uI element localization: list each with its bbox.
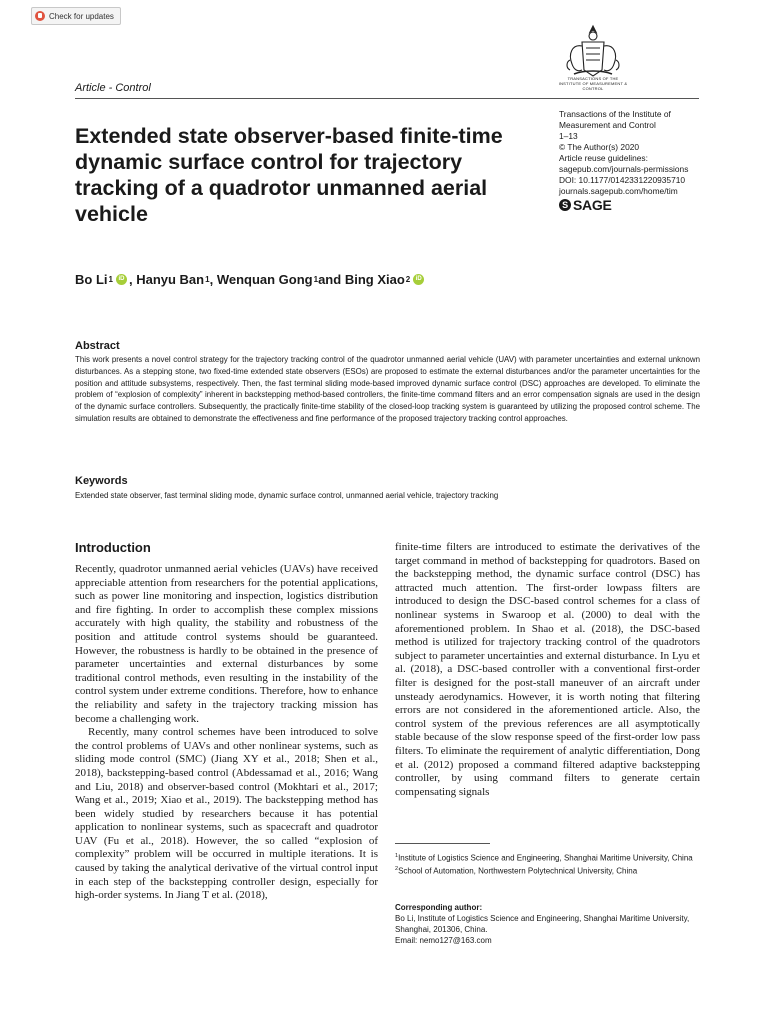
keywords-text: Extended state observer, fast terminal sliding mode, dynamic surface control, unmanned aerial vehicle, trajectory tracking [75,491,499,500]
author-name: Hanyu Ban [136,272,205,287]
author-name: Bing Xiao [344,272,405,287]
journal-name-line-1: Transactions of the Institute of [559,109,671,119]
author-name: Wenquan Gong [216,272,313,287]
orcid-icon[interactable]: iD [413,274,424,285]
author-name: Bo Li [75,272,108,287]
journal-name-line-2: Measurement and Control [559,120,656,130]
corresponding-address: Bo Li, Institute of Logistics Science and Engineering, Shanghai Maritime University, Shanghai, 201306, China. [395,914,690,934]
paragraph: Recently, many control schemes have been introduced to solve the control problems of UAVs and other nonlinear systems, such as sliding mode control (SMC) (Jiang XY et al., 2018; Shen et al., 2018), backstepping-based control (Abdessamad et al., 2016; Wang and Liu, 2018) and observer-based control (Mokhtari et al., 2017; Wang et al., 2019; Xiao et al., 2019). The backstepping method has been widely studied by researchers because it has potential application to nonlinear systems, such as spacecraft and quadrotor UAV (Fu et al., 2018). However, the so called “explosion of complexity” problem will be occurred in multiple iterations. It is caused by taking the analytical derivative of the virtual control input in each step of the backstepping controller design, especially for high-order systems. In Jiang T et al. (2018), [75,726,378,902]
body-column-right [395,541,700,799]
affiliation-item: $^2$School of Automation, Northwestern Polytechnical University, China [395,866,638,877]
author-affiliation-sup: 1 [205,275,210,284]
check-for-updates-label: Check for updates [49,11,114,21]
corresponding-author-heading: Corresponding author: [395,903,483,912]
author-affiliation-sup: 1 [313,275,319,284]
bookmark-icon [35,11,45,21]
logo-caption: TRANSACTIONS OF THE INSTITUTE OF MEASUREMENT & CONTROL [558,76,628,91]
orcid-icon[interactable]: iD [116,274,127,285]
abstract-heading: Abstract [75,340,120,352]
check-for-updates-button[interactable] [31,7,121,25]
sage-wordmark: SAGE [573,196,612,213]
paragraph: finite-time filters are introduced to estimate the derivatives of the target command in method of backstepping for quadrotors. Based on the backstepping method, the dynamic surface control (DSC) has attracted much attention. The first-order lowpass filters are introduced to design the DSC-based control schemes for a class of nonlinear systems in Swaroop et al. (2000) to deal with the aforementioned problem. In Shao et al. (2018), the DSC-based method is utilized for trajectory tracking control of the quadrotors subject to parameter uncertainties and external disturbance. In Lyu et al. (2018), a DSC-based controller with a conventional first-order filter is designed for the post-stall maneuver of an aircraft under unsteady aerodynamics. However, it is worth noting that filtering errors are not considered in the aforementioned article. Also, the control system of the previous references are all asymptotically stable because of the slow response speed of the first-order low pass filters. To eliminate the requirement of analytic differentiation, Dong et al. (2012) proposed a command filtered adaptive backstepping controller, by using command filters to generate certain compensating signals [395,541,700,798]
doi[interactable]: DOI: 10.1177/0142331220935710 [559,175,686,185]
introduction-heading: Introduction [75,540,151,555]
sage-logo [559,196,704,213]
keywords-heading: Keywords [75,475,128,487]
page-range: 1–13 [559,131,578,141]
affiliations [395,851,700,878]
copyright: © The Author(s) 2020 [559,142,640,152]
article-type: Article - Control [75,82,151,94]
permissions-link[interactable]: sagepub.com/journals-permissions [559,164,689,174]
reuse-guidelines-label: Article reuse guidelines: [559,153,648,163]
article-title: Extended state observer-based finite-time dynamic surface control for trajectory tracking of a quadrotor unmanned aerial vehicle [75,124,503,226]
corresponding-author-details [395,914,700,946]
header-divider [75,98,699,99]
corresponding-email[interactable]: Email: nemo127@163.com [395,935,492,945]
author-list: Bo Li 1 iD , Hanyu Ban 1 , Wenquan Gong 1 and Bing Xiao 2 iD [75,272,426,287]
abstract-text: This work presents a novel control strategy for the trajectory tracking control of the quadrotor unmanned aerial vehicle (UAV) with parameter uncertainties and external unknown disturbances. As a stepping stone, two fixed-time extended state observers (ESOs) are proposed to estimate the external disturbances and/or the parameter uncertainties for the position and attitude subsystems, respectively. Then, the fast terminal sliding mode-based improved dynamic surface control (DSC) approaches are developed. To eliminate the problem of “explosion of complexity” inherent in backstepping method-based controllers, the finite-time command filters and an error compensation signals are used in the design of the dynamic surface controllers. Subsequently, the practically finite-time stability of the closed-loop tracking system is guaranteed by utilizing the proposed control scheme. The simulation results are obtained to demonstrate the effectiveness and fine performance of the proposed trajectory tracking control approaches. [75,355,700,423]
affiliation-item: $^1$Institute of Logistics Science and Engineering, Shanghai Maritime University, China [395,853,693,863]
paragraph: Recently, quadrotor unmanned aerial vehicles (UAVs) have received appreciable attention from researchers for the potential applications, such as power line monitoring and inspection, logistics distribution and fire fighting. In order to accomplish these complex missions accurately with high quality, the stability and robustness of the position and attitude control systems should be guaranteed. However, the robustness is hardly to be obtained in the presence of parameter uncertainties and external disturbances by some traditional control methods, even resulting in the instability of the control system under extreme conditions. Therefore, how to enhance the reliability and safety in the trajectory tracking mission has become a challenging work. [75,563,378,725]
sage-s-icon: S [559,199,571,211]
journal-info [559,109,704,211]
author-affiliation-sup: 2 [405,275,411,284]
author-affiliation-sup: 1 [108,275,113,284]
body-column-left [75,563,378,903]
journal-homepage-link[interactable]: journals.sagepub.com/home/tim [559,186,678,196]
footnote-divider [395,843,490,844]
